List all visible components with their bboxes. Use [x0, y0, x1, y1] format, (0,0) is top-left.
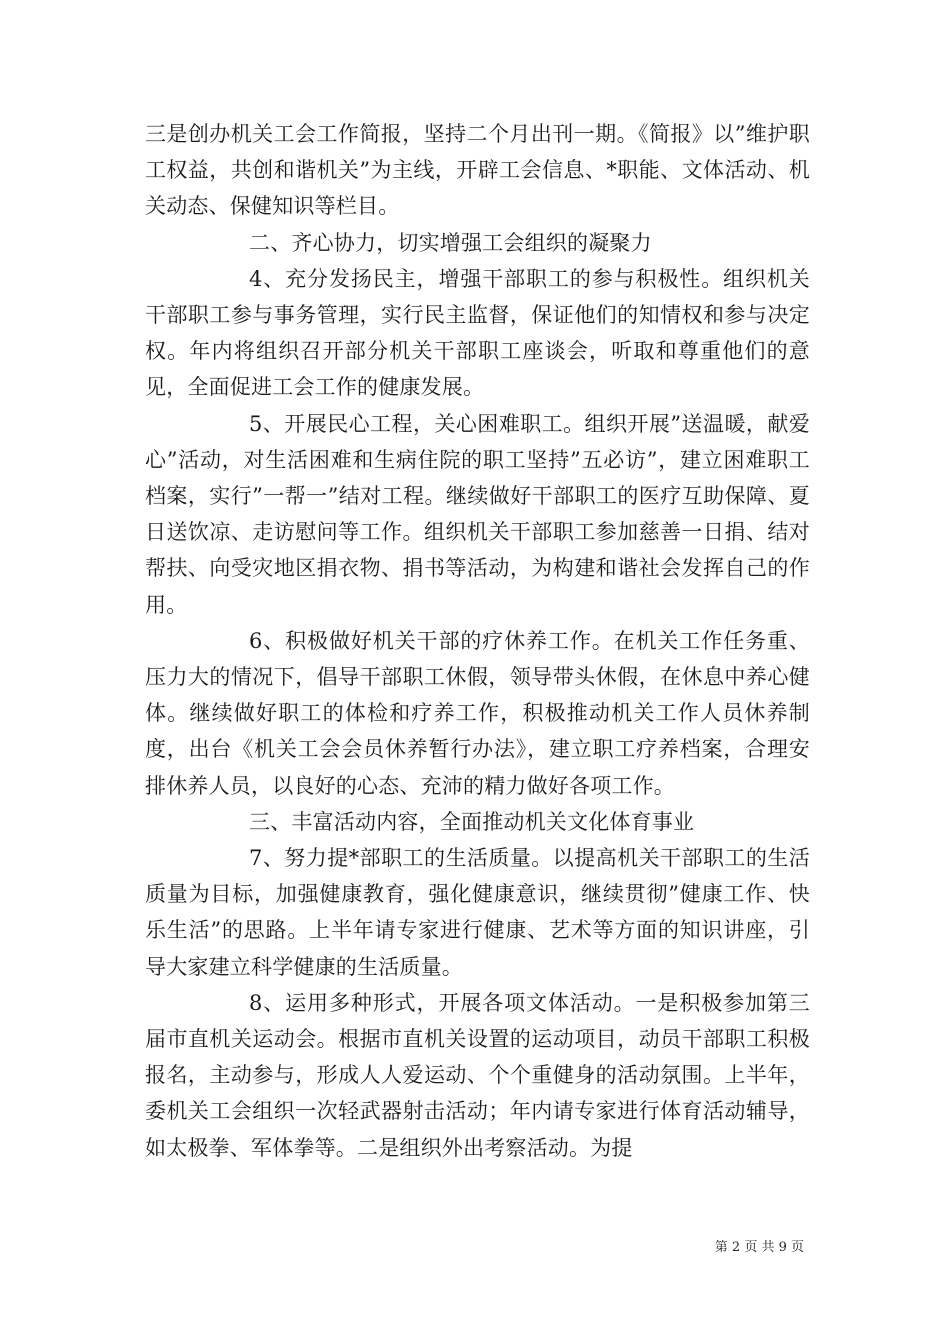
paragraph-item-5: 5、开展民心工程，关心困难职工。组织开展”送温暖，献爱心”活动，对生活困难和生病住院的职工坚持”五必访”，建立困难职工档案，实行”一帮一”结对工程。继续做好干部职工的医疗互助保障、夏日送饮凉、走访慰问等工作。组织机关干部职工参加慈善一日捐、结对帮扶、向受灾地区捐衣物、捐书等活动，为构建和谐社会发挥自己的作用。: [145, 411, 810, 617]
page-number-footer: 第 2 页 共 9 页: [714, 1240, 804, 1255]
section-heading-3: 三、丰富活动内容，全面推动机关文化体育事业: [249, 809, 695, 834]
section-heading-2: 二、齐心协力，切实增强工会组织的凝聚力: [249, 230, 652, 255]
paragraph-briefing: 三是创办机关工会工作简报，坚持二个月出刊一期。《简报》以”维护职工权益，共创和谐机关”为主线，开辟工会信息、*职能、文体活动、机关动态、保健知识等栏目。: [145, 122, 810, 219]
paragraph-item-4: 4、充分发扬民主，增强干部职工的参与积极性。组织机关干部职工参与事务管理，实行民主监督，保证他们的知情权和参与决定权。年内将组织召开部分机关干部职工座谈会，听取和尊重他们的意见，全面促进工会工作的健康发展。: [145, 266, 810, 400]
paragraph-item-6: 6、积极做好机关干部的疗休养工作。在机关工作任务重、压力大的情况下，倡导干部职工休假，领导带头休假，在休息中养心健体。继续做好职工的体检和疗养工作，积极推动机关工作人员休养制度，出台《机关工会会员休养暂行办法》，建立职工疗养档案，合理安排休养人员，以良好的心态、充沛的精力做好各项工作。: [145, 628, 810, 798]
paragraph-item-7: 7、努力提*部职工的生活质量。以提高机关干部职工的生活质量为目标，加强健康教育，强化健康意识，继续贯彻”健康工作、快乐生活”的思路。上半年请专家进行健康、艺术等方面的知识讲座，引导大家建立科学健康的生活质量。: [145, 846, 810, 979]
document-body: [145, 116, 810, 1166]
paragraph-item-8: 8、运用多种形式，开展各项文体活动。一是积极参加第三届市直机关运动会。根据市直机关设置的运动项目，动员干部职工积极报名，主动参与，形成人人爱运动、个个重健身的活动氛围。上半年，委机关工会组织一次轻武器射击活动；年内请专家进行体育活动辅导，如太极拳、军体拳等。二是组织外出考察活动。为提: [145, 990, 810, 1160]
